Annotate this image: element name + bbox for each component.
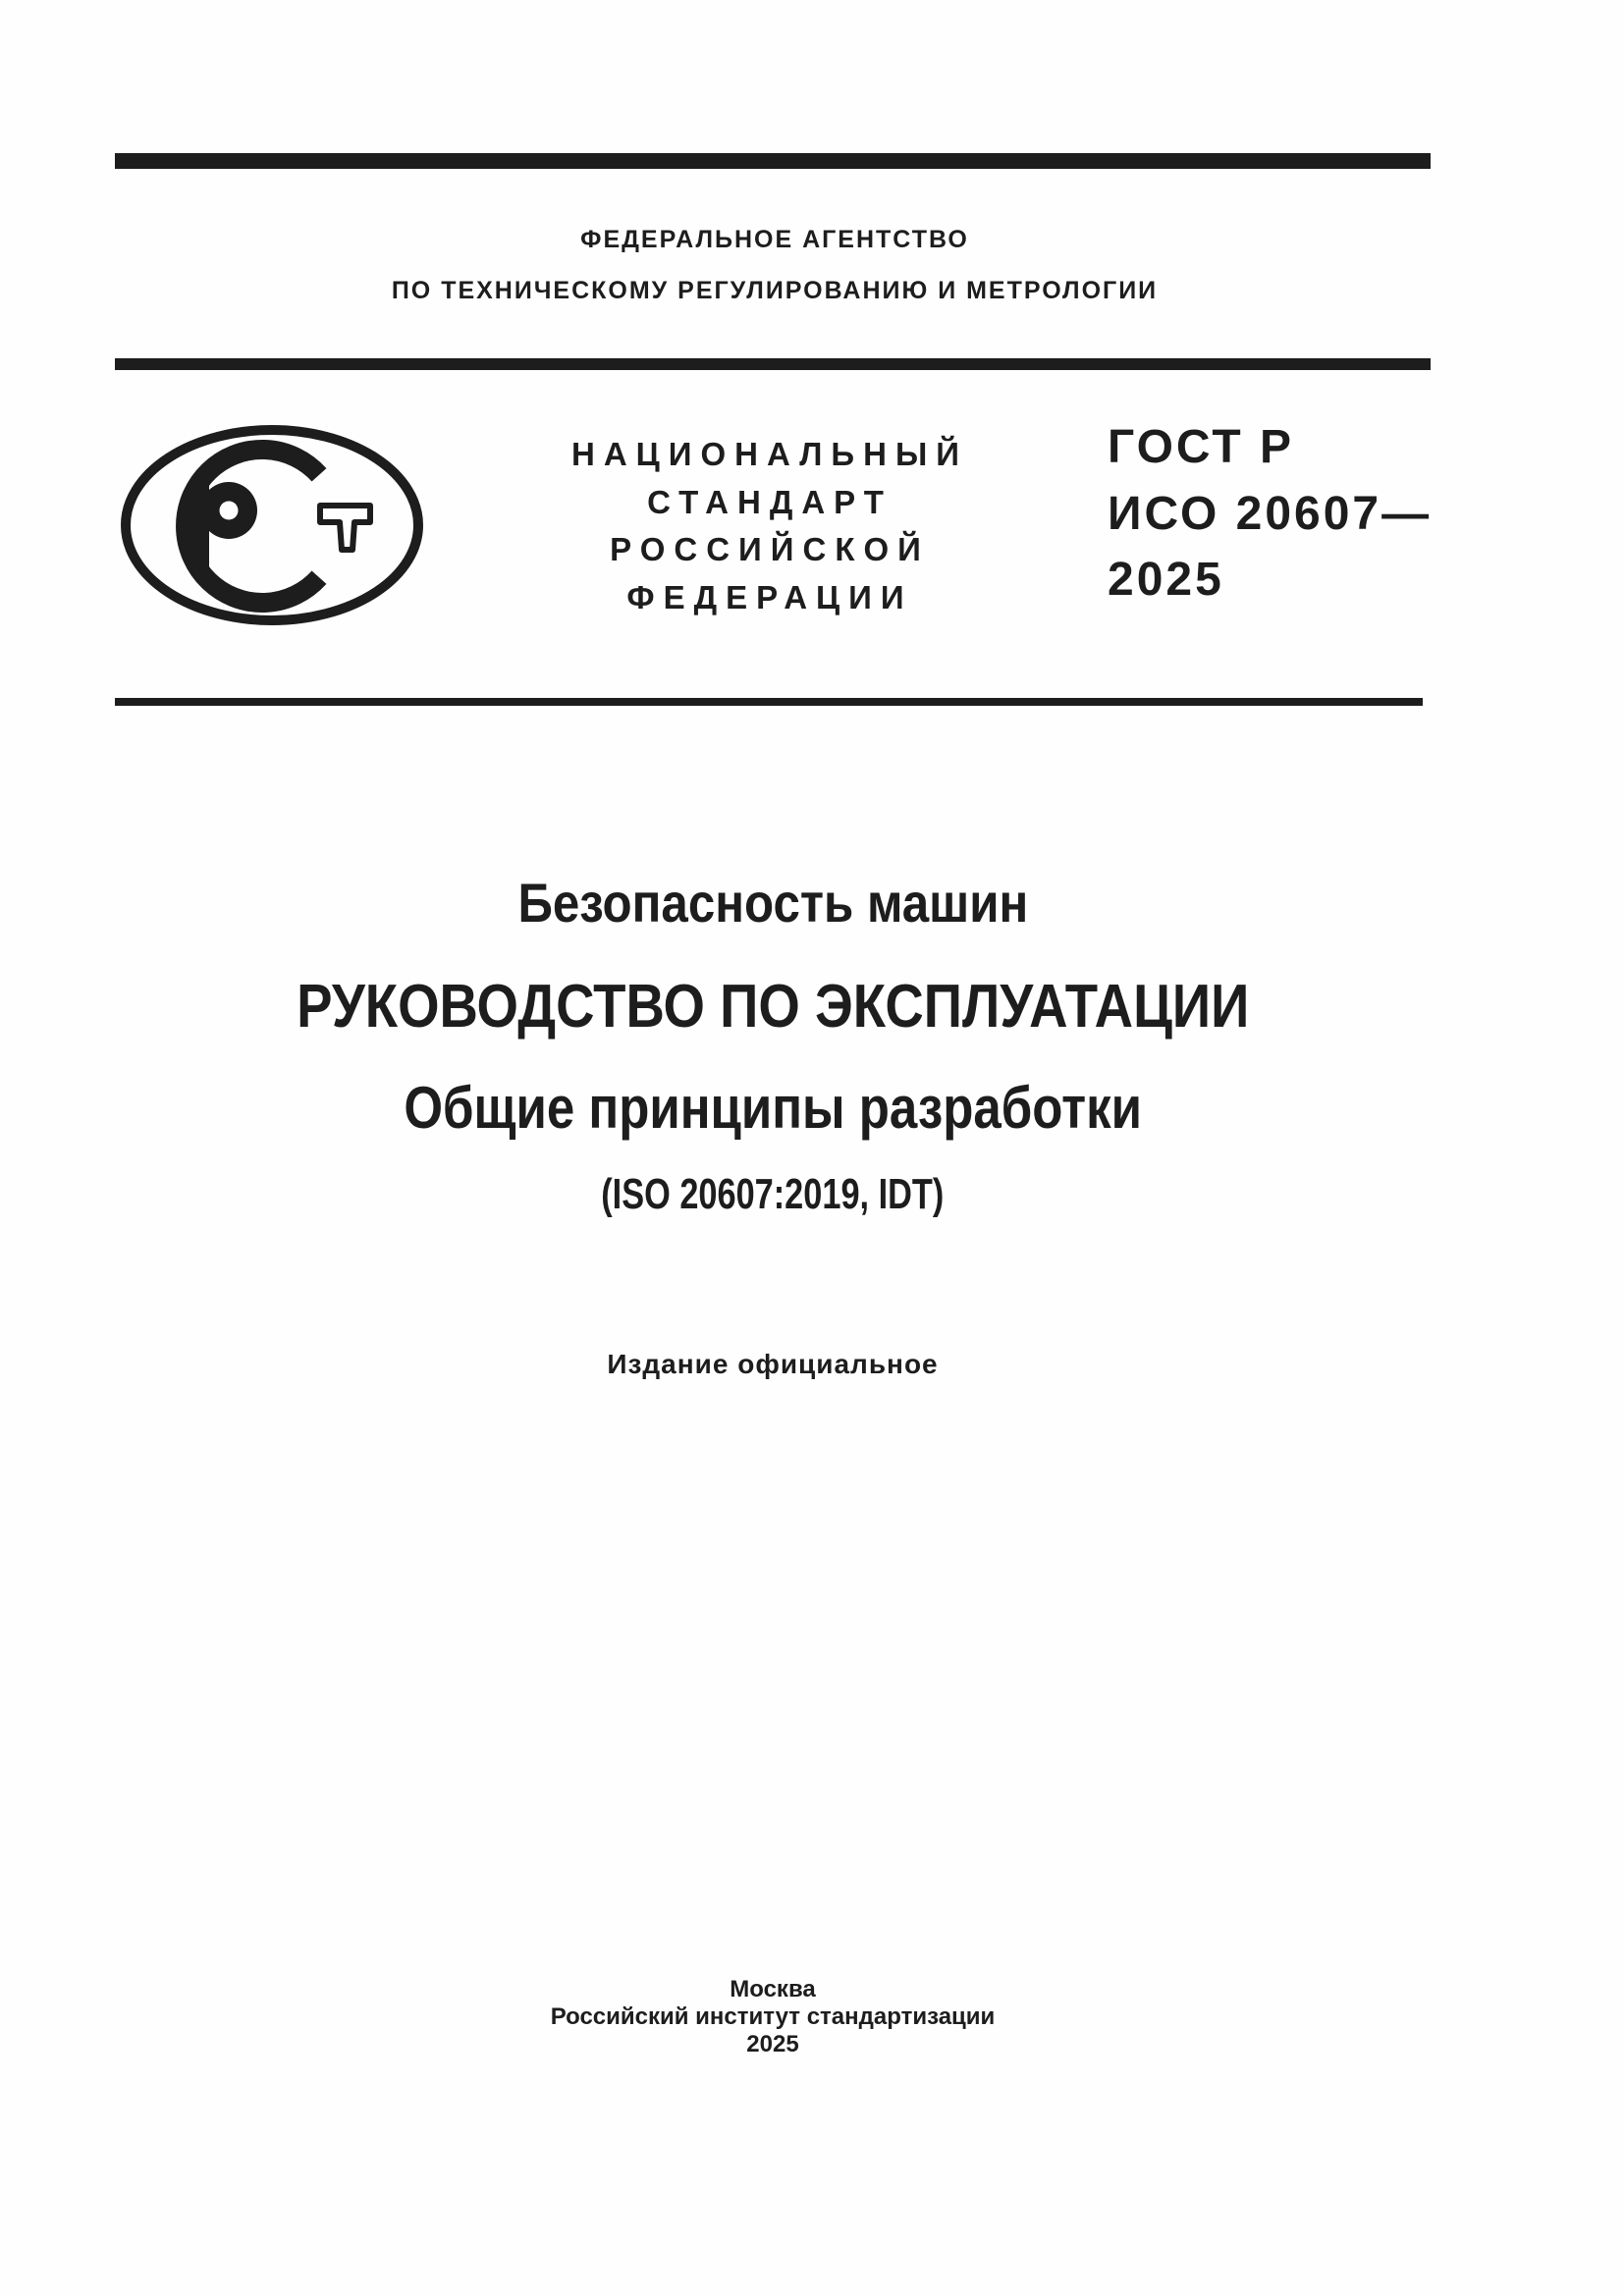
gost-designation xyxy=(1108,414,1432,614)
iso-reference-text: (ISO 20607:2019, IDT) xyxy=(601,1170,945,1218)
gost-designation-line: 2025 xyxy=(1108,554,1224,606)
imprint-year: 2025 xyxy=(746,2031,799,2057)
agency-name-line1: ФЕДЕРАЛЬНОЕ АГЕНТСТВО xyxy=(580,226,969,253)
doc-subject-text: Безопасность машин xyxy=(517,872,1028,934)
rst-emblem-icon xyxy=(120,424,424,626)
official-edition-note: Издание официальное xyxy=(607,1349,939,1379)
doc-title-text: РУКОВОДСТВО ПО ЭКСПЛУАТАЦИИ xyxy=(296,973,1250,1041)
agency-name-line2: ПО ТЕХНИЧЕСКОМУ РЕГУЛИРОВАНИЮ И МЕТРОЛОГИИ xyxy=(391,277,1159,304)
national-standard-line: ФЕДЕРАЦИИ xyxy=(626,578,913,615)
doc-subtitle xyxy=(115,1077,1431,1140)
top-rule xyxy=(115,153,1431,169)
doc-subtitle-text: Общие принципы разработки xyxy=(404,1075,1142,1141)
gost-designation-line: ИСО 20607— xyxy=(1108,487,1433,540)
imprint-block xyxy=(115,1976,1431,2058)
doc-subject xyxy=(115,874,1431,933)
doc-title xyxy=(115,975,1431,1040)
national-standard-line: НАЦИОНАЛЬНЫЙ xyxy=(571,436,968,472)
iso-reference xyxy=(115,1171,1431,1218)
national-standard-line: РОССИЙСКОЙ xyxy=(610,531,930,567)
national-standard-label xyxy=(432,431,1099,621)
imprint-publisher: Российский институт стандартизации xyxy=(550,2003,996,2030)
national-standard-line: СТАНДАРТ xyxy=(647,483,893,520)
emblem-row-rule xyxy=(115,698,1423,706)
gost-designation-line: ГОСТ Р xyxy=(1108,421,1295,473)
imprint-city: Москва xyxy=(730,1976,816,2002)
header-rule xyxy=(115,358,1431,370)
